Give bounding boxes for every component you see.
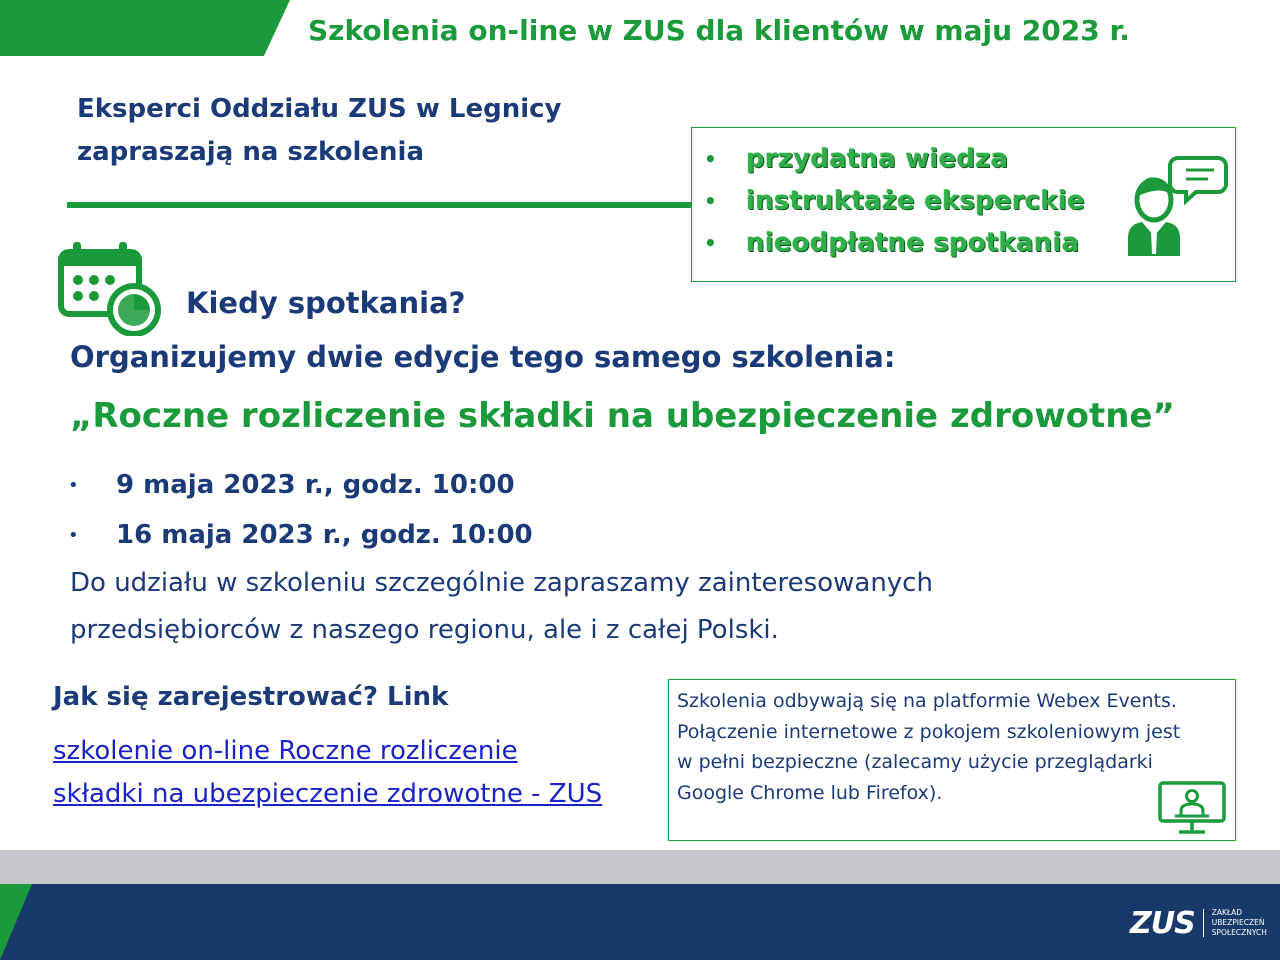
platform-info-text (677, 686, 1227, 808)
list-item (64, 460, 533, 510)
logo-mark: ZUS (1130, 905, 1195, 941)
invite-line-1: Do udziału w szkoleniu szczególnie zapraszamy zainteresowanych (70, 568, 933, 598)
bullet-icon: • (704, 147, 717, 171)
intro-line-1: Eksperci Oddziału ZUS w Legnicy (77, 94, 562, 124)
invite-line-2: przedsiębiorców z naszego regionu, ale i z całej Polski. (70, 615, 779, 645)
dates-list (64, 460, 533, 560)
zus-logo (1130, 903, 1267, 943)
benefit-item (704, 222, 1085, 264)
training-title: „Roczne rozliczenie składki na ubezpieczenie zdrowotne” (70, 396, 1175, 436)
benefit-text: przydatna wiedza (746, 144, 1009, 174)
registration-link[interactable] (53, 730, 673, 816)
green-divider (67, 202, 693, 208)
intro-line-2: zapraszają na szkolenia (77, 137, 425, 167)
logo-text (1212, 908, 1267, 938)
benefits-list (704, 138, 1085, 264)
calendar-clock-icon (58, 240, 162, 336)
date-text: 16 maja 2023 r., godz. 10:00 (116, 520, 533, 550)
link-line-2[interactable]: składki na ubezpieczenie zdrowotne - ZUS (53, 779, 603, 809)
benefit-item (704, 138, 1085, 180)
benefit-text: nieodpłatne spotkania (746, 228, 1080, 258)
info-line: Google Chrome lub Firefox). (677, 781, 943, 804)
platform-info-box (668, 679, 1236, 841)
register-heading: Jak się zarejestrować? Link (53, 682, 449, 712)
date-text: 9 maja 2023 r., godz. 10:00 (116, 470, 515, 500)
list-item (64, 510, 533, 560)
logo-text-line: ZAKŁAD (1211, 908, 1243, 917)
info-line: Szkolenia odbywają się na platformie Webex Events. (677, 690, 1177, 712)
bullet-icon: • (704, 231, 717, 255)
link-line-1[interactable]: szkolenie on-line Roczne rozliczenie (53, 736, 518, 766)
benefits-box (691, 127, 1236, 282)
intro-text (77, 88, 562, 174)
bullet-icon: • (68, 474, 79, 496)
info-line: Połączenie internetowe z pokojem szkoleniowym jest (677, 720, 1181, 743)
bullet-icon: • (68, 524, 79, 546)
editions-text: Organizujemy dwie edycje tego samego szkolenia: (70, 340, 896, 374)
bullet-icon: • (704, 189, 717, 213)
logo-text-line: UBEZPIECZEŃ (1211, 918, 1265, 927)
invite-text (70, 560, 1070, 654)
logo-separator (1203, 909, 1204, 937)
benefit-text: instruktaże eksperckie (746, 186, 1085, 216)
footer-band (0, 884, 1280, 960)
page-title: Szkolenia on-line w ZUS dla klientów w maju 2023 r. (308, 14, 1130, 47)
monitor-person-icon (1157, 780, 1227, 838)
header-green-tab (0, 0, 290, 56)
benefit-item (704, 180, 1085, 222)
info-line: w pełni bezpieczne (zalecamy użycie przeglądarki (677, 751, 1153, 773)
logo-text-line: SPOŁECZNYCH (1211, 928, 1267, 937)
person-speech-icon (1124, 152, 1228, 262)
when-heading: Kiedy spotkania? (186, 286, 466, 320)
grey-band (0, 850, 1280, 886)
